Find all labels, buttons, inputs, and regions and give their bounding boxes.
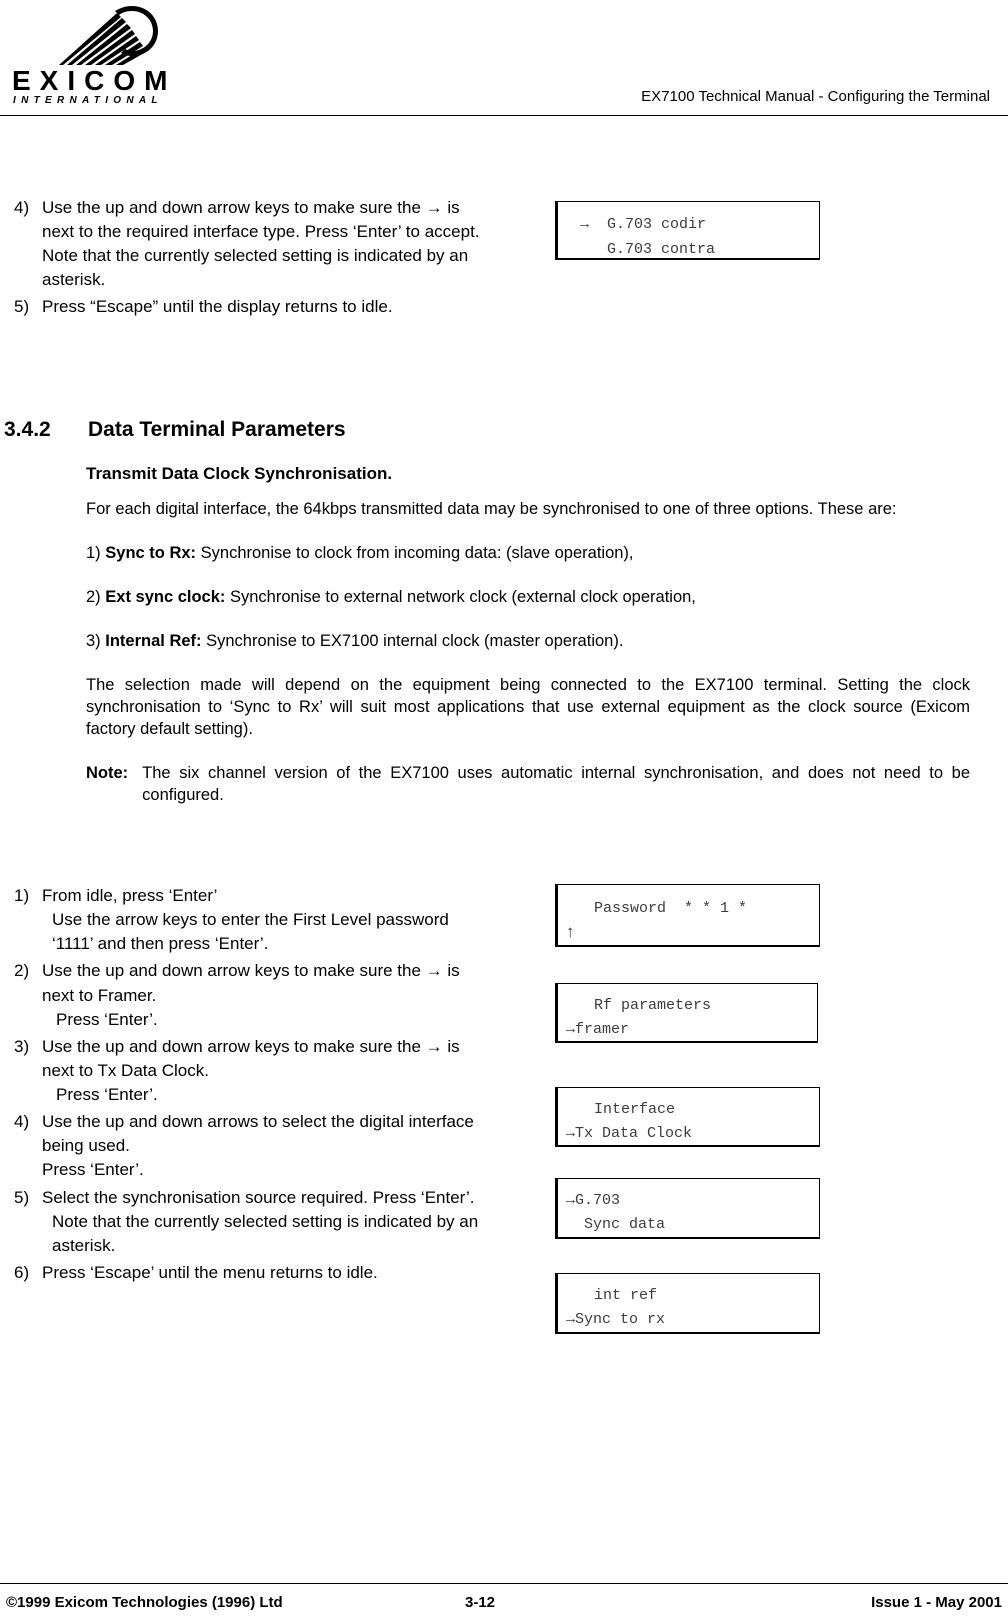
header-divider [0, 115, 1008, 116]
lcd-line-2: ↑ [566, 922, 575, 941]
footer-divider [0, 1583, 1008, 1584]
list-item [14, 1261, 484, 1285]
exicom-logo [12, 4, 192, 112]
list-item-number: 5) [14, 1187, 30, 1207]
list-item [14, 1186, 484, 1258]
lcd-display-interface [555, 1087, 820, 1147]
option-desc: Synchronise to external network clock (external clock operation, [230, 587, 696, 606]
option-number: 2) [86, 587, 101, 606]
option-number: 3) [86, 631, 101, 650]
sync-option-1 [86, 543, 970, 565]
option-term: Ext sync clock: [105, 587, 226, 606]
list-item-number: 3) [14, 1036, 30, 1056]
list-item-text: Press “Escape” until the display returns to idle. [42, 296, 393, 316]
sync-option-2 [86, 587, 970, 609]
list-item [14, 1110, 484, 1182]
list-item [14, 959, 484, 1031]
list-item-text: Press ‘Escape’ until the menu returns to idle. [42, 1262, 378, 1282]
logo-wordmark: EXICOM [12, 65, 177, 96]
lcd-line-1: Rf parameters [576, 997, 712, 1014]
lcd-line-1: →G.703 [566, 1192, 621, 1209]
section-heading [4, 418, 346, 442]
list-item-number: 1) [14, 886, 30, 905]
list-item-subtext: Use the arrow keys to enter the First Level password ‘1111’ and then press ‘Enter’. [52, 910, 449, 954]
list-item-number: 4) [14, 198, 30, 217]
list-item [14, 196, 484, 293]
note-word: Note: [86, 763, 129, 782]
list-item-subtext: Press ‘Enter’. [56, 1009, 158, 1029]
list-item-subtext: Press ‘Enter’. [56, 1085, 158, 1104]
page-header [0, 0, 1008, 120]
list-item-subtext: Press ‘Enter’. [42, 1160, 144, 1180]
prose-subheading: Transmit Data Clock Synchronisation. [86, 464, 393, 483]
lcd-line-2: →Tx Data Clock [566, 1125, 693, 1142]
list-item [14, 884, 484, 956]
page-footer [0, 1594, 1008, 1618]
list-item-text: Use the up and down arrow keys to make sure the → is next to Tx Data Clock. [42, 1036, 460, 1080]
header-title: EX7100 Technical Manual - Configuring the Terminal [641, 88, 990, 105]
note-block [86, 763, 970, 807]
bottom-instruction-list [14, 884, 484, 1285]
lcd-display-password [555, 884, 820, 947]
list-item-number: 2) [14, 961, 30, 981]
note-text: The six channel version of the EX7100 uses automatic internal synchronisation, and does not need to be configured. [142, 763, 970, 804]
lcd-line-2: Sync data [566, 1216, 666, 1233]
list-item-text: Use the up and down arrows to select the digital interface being used. [42, 1112, 474, 1156]
section-number: 3.4.2 [4, 418, 51, 441]
option-desc: Synchronise to clock from incoming data: (slave operation), [200, 543, 634, 562]
lcd-line-2: →framer [566, 1021, 630, 1038]
list-item-text: Use the up and down arrow keys to make sure the → is next to Framer. [42, 961, 460, 1005]
lcd-line-1: → G.703 codir [580, 216, 707, 233]
footer-issue: Issue 1 - May 2001 [871, 1594, 1002, 1611]
list-item-text: Select the synchronisation source required. Press ‘Enter’. [42, 1187, 475, 1207]
lcd-line-2: →Sync to rx [566, 1311, 666, 1328]
footer-copyright: ©1999 Exicom Technologies (1996) Ltd [6, 1594, 283, 1611]
list-item-text: From idle, press ‘Enter’ [42, 886, 218, 905]
list-item-text: Use the up and down arrow keys to make sure the → is next to the required interface type. Press ‘Enter’ to accept. Note that the currently selected setting is indicated by an asterisk. [42, 198, 480, 290]
prose-intro: For each digital interface, the 64kbps transmitted data may be synchronised to one of three options. These are: [86, 500, 897, 518]
option-term: Internal Ref: [105, 631, 202, 650]
prose-block [86, 464, 970, 806]
list-item [14, 1035, 484, 1107]
section-title: Data Terminal Parameters [88, 418, 346, 441]
lcd-display-g703-codir [555, 201, 820, 260]
sync-option-3 [86, 631, 970, 653]
lcd-line-1: int ref [576, 1287, 658, 1304]
selection-paragraph: The selection made will depend on the equipment being connected to the EX7100 terminal. Setting the clock synchronisation to ‘Sync to Rx’ will suit most applications that use external equipment as the clock source (Exicom factory default setting). [86, 675, 970, 738]
top-instruction-list [14, 196, 484, 319]
note-label [86, 763, 142, 807]
list-item-subtext: Note that the currently selected setting is indicated by an asterisk. [52, 1211, 479, 1255]
footer-page-number: 3-12 [465, 1594, 496, 1611]
lcd-line-1: Password * * 1 * [576, 900, 748, 917]
logo-subtitle: INTERNATIONAL [13, 95, 163, 106]
list-item [14, 295, 484, 319]
option-desc: Synchronise to EX7100 internal clock (master operation). [206, 631, 624, 650]
list-item-number: 4) [14, 1112, 30, 1132]
lcd-line-1: Interface [576, 1101, 676, 1118]
list-item-number: 6) [14, 1262, 30, 1282]
list-item-number: 5) [14, 296, 30, 316]
option-number: 1) [86, 543, 101, 562]
lcd-display-rf-parameters [555, 983, 818, 1043]
lcd-display-g703-sync-data [555, 1178, 820, 1239]
option-term: Sync to Rx: [105, 543, 197, 562]
lcd-line-2: G.703 contra [580, 241, 716, 258]
comet-logo-icon [54, 4, 174, 72]
lcd-display-int-ref [555, 1273, 820, 1334]
